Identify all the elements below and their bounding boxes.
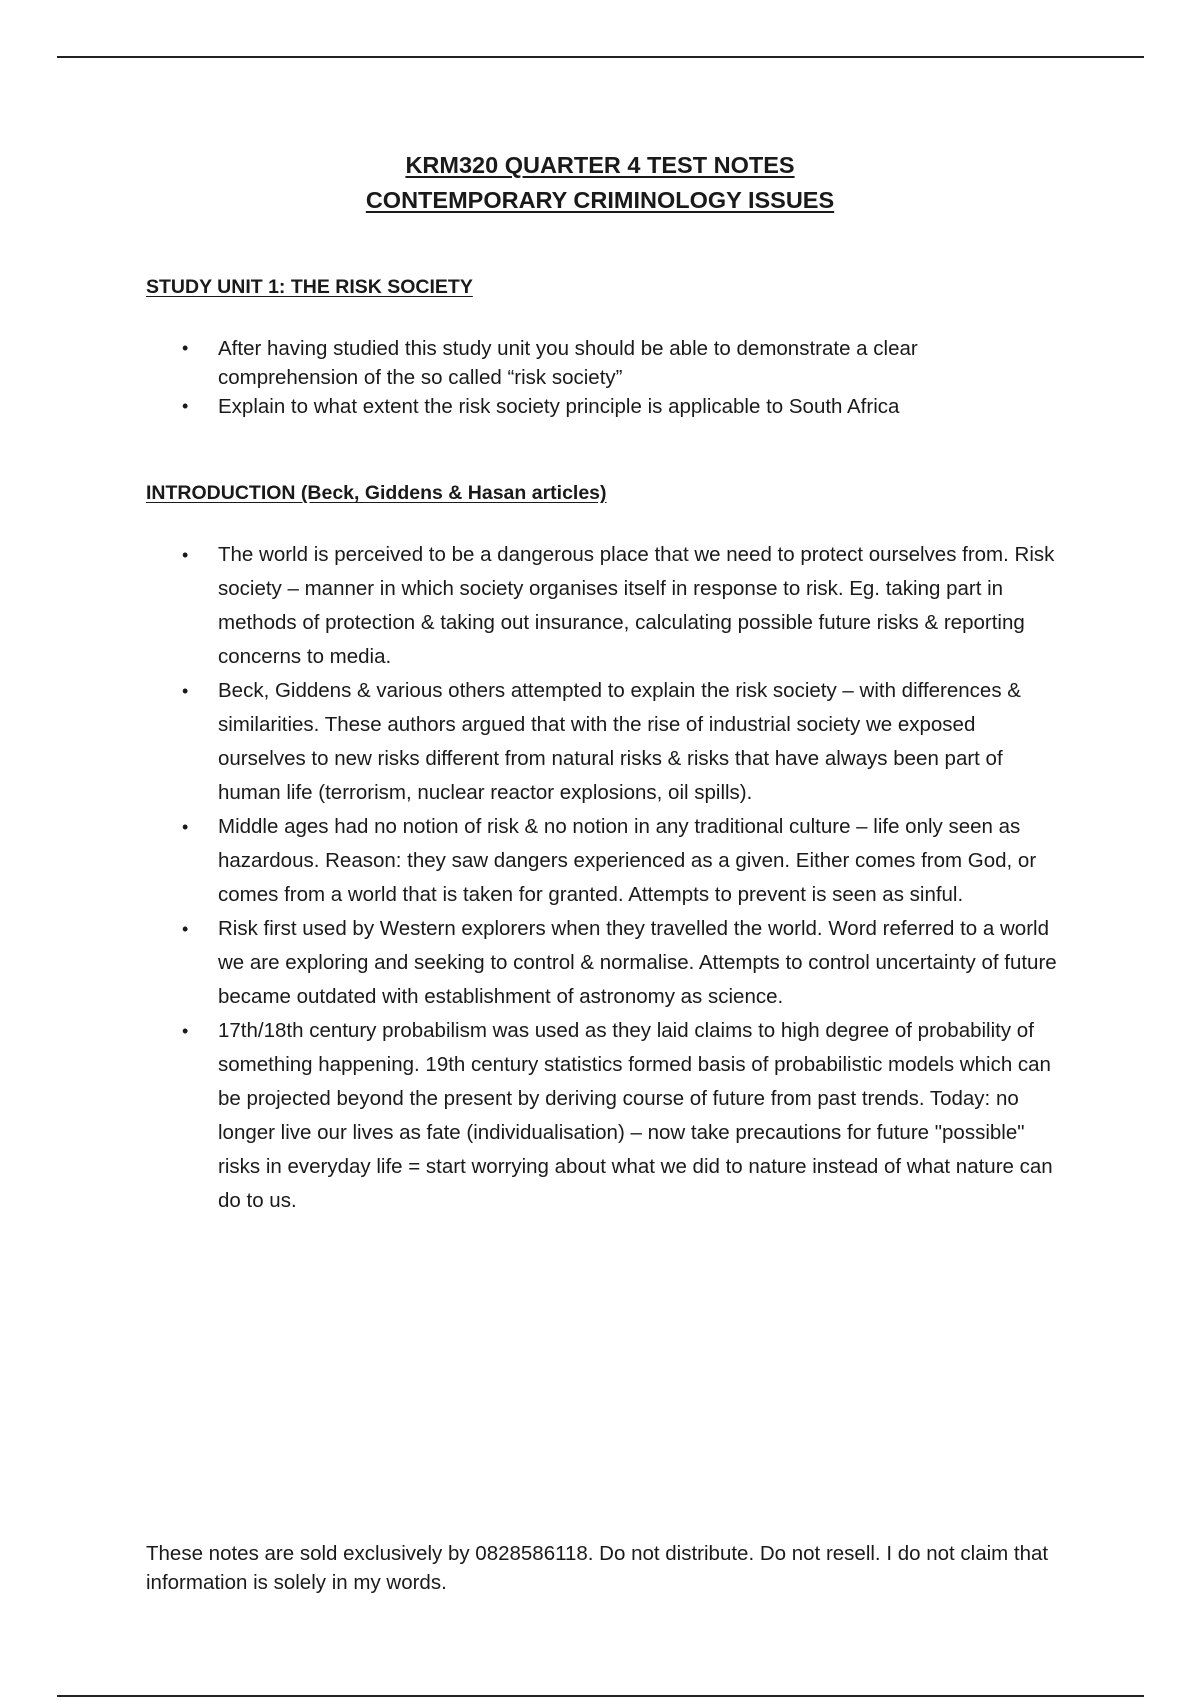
footer-note: These notes are sold exclusively by 0828586118. Do not distribute. Do not resell. I do not claim that information is solely in my words. — [146, 1542, 1049, 1594]
bottom-rule — [57, 1695, 1144, 1697]
bullet-icon: • — [182, 1021, 189, 1041]
introduction-list — [146, 538, 1066, 1218]
list-item — [146, 810, 1066, 912]
list-item — [146, 538, 1066, 674]
bullet-icon: • — [182, 545, 189, 565]
bullet-icon: • — [182, 396, 189, 416]
introduction-heading: INTRODUCTION (Beck, Giddens & Hasan articles) — [146, 482, 607, 504]
list-item-text: Risk first used by Western explorers when they travelled the world. Word referred to a world we are exploring and seeking to control & normalise. Attempts to control uncertainty of future became outdated with establishment of astronomy as science. — [218, 917, 1057, 1008]
list-item — [146, 392, 1026, 421]
list-item-text: Middle ages had no notion of risk & no notion in any traditional culture – life only seen as hazardous. Reason: they saw dangers experienced as a given. Either comes from God, or comes from a world that is taken for granted. Attempts to prevent is seen as sinful. — [218, 815, 1037, 906]
list-item — [146, 334, 1026, 392]
document-title — [0, 148, 1200, 218]
list-item-text: 17th/18th century probabilism was used as they laid claims to high degree of probability of something happening. 19th century statistics formed basis of probabilistic models which can be projected beyond the present by deriving course of future from past trends. Today: no longer live our lives as fate (individualisation) – now take precautions for future "possible" risks in everyday life = start worrying about what we did to nature instead of what nature can do to us. — [218, 1019, 1053, 1212]
objectives-list — [146, 334, 1026, 421]
list-item-text: Explain to what extent the risk society principle is applicable to South Africa — [218, 395, 900, 418]
list-item-text: After having studied this study unit you should be able to demonstrate a clear comprehension of the so called “risk society” — [218, 337, 918, 389]
bullet-icon: • — [182, 681, 189, 701]
top-rule — [57, 56, 1144, 58]
list-item — [146, 1014, 1066, 1218]
list-item — [146, 912, 1066, 1014]
list-item-text: The world is perceived to be a dangerous place that we need to protect ourselves from. Risk society – manner in which society organises itself in response to risk. Eg. taking part in methods of protection & taking out insurance, calculating possible future risks & reporting concerns to media. — [218, 543, 1055, 668]
title-line-1: KRM320 QUARTER 4 TEST NOTES — [405, 152, 795, 178]
bullet-icon: • — [182, 919, 189, 939]
study-unit-heading: STUDY UNIT 1: THE RISK SOCIETY — [146, 276, 473, 298]
title-line-2: CONTEMPORARY CRIMINOLOGY ISSUES — [365, 187, 835, 213]
bullet-icon: • — [182, 338, 189, 358]
bullet-icon: • — [182, 817, 189, 837]
list-item — [146, 674, 1066, 810]
list-item-text: Beck, Giddens & various others attempted to explain the risk society – with differences & similarities. These authors argued that with the rise of industrial society we exposed ourselves to new risks different from natural risks & risks that have always been part of human life (terrorism, nuclear reactor explosions, oil spills). — [218, 679, 1021, 804]
